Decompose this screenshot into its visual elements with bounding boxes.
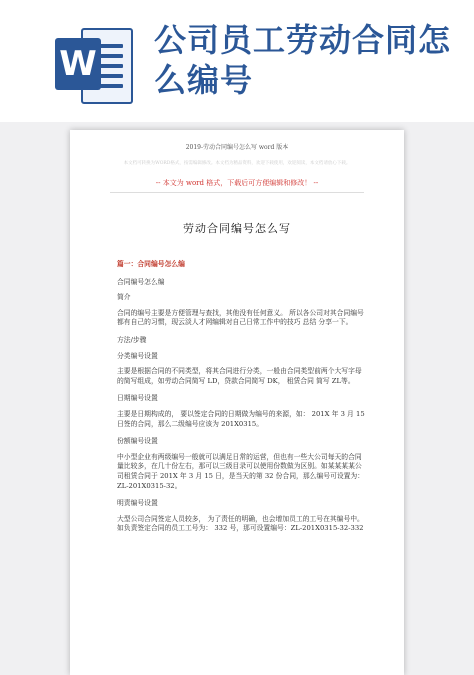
section-heading: 篇一：合同编号怎么编 [117,260,185,268]
word-logo-icon [55,22,133,106]
banner-title: 公司员工劳动合同怎么编号 [154,21,452,99]
banner [0,0,474,122]
format-notice: -- 本文为 word 格式，下载后可方便编辑和修改！ -- [155,179,319,187]
paragraph: 明责编号设置 [117,499,158,508]
paragraph: 合同编号怎么编 [117,277,165,286]
paragraph: 大型公司合同签定人员较多， 为了责任的明确，也会增加员工的工号在其编号中。如负责签定合同的员工工号为： 332 号，那可设置编号：ZL-201X0315-32-332 [117,514,364,533]
document-page [70,130,404,675]
paragraph: 中小型企业有两级编号一般就可以满足日常的运营，但也有一些大公司每天的合同量比较多，在几十份左右，那可以三级目录可以使用份数做为区别。如某某某某公司租赁合同于 201X 年 3 月 15 日，是当天的第 32 份合同，那么编号可设置为：ZL-201X0315-32。 [117,452,365,490]
document-body [117,250,365,542]
divider [110,192,364,193]
paragraph: 份额编号设置 [117,437,158,446]
paragraph: 简介 [117,293,131,302]
paragraph: 分类编号设置 [117,351,158,360]
paragraph: 主要是根据合同的不同类型，将其合同进行分类，一般由合同类型前两个大写字母的简写组成，如劳动合同简写 LD，贷款合同简写 DK， 租赁合同 简写 ZL等。 [117,367,362,385]
paragraph: 主要是日期构成的， 要以签定合同的日期做为编号的来源，如： 201X 年 3 月 15 日签的合同，那么二级编号应该为 201X0315。 [117,409,365,428]
paragraph: 日期编号设置 [117,394,158,403]
document-header: 2019-劳动合同编号怎么写 word 版本 [185,144,289,151]
word-badge: W [55,38,101,90]
watermark-line: 本文档可转换为WORD格式，按需编辑修改。本文档为精品资料，欢迎下载使用，欢迎阅读，本文档请放心下载。 [123,161,351,166]
paragraph: 合同的编号主要是方便管理与查找，其他没有任何意义。 所以各公司对其合同编号都有自己的习惯，现云淡人才网编辑对自己日常工作中的技巧 总结 分享一下。 [117,308,364,327]
document-title: 劳动合同编号怎么写 [183,222,291,235]
paragraph: 方法/步骤 [117,335,147,344]
